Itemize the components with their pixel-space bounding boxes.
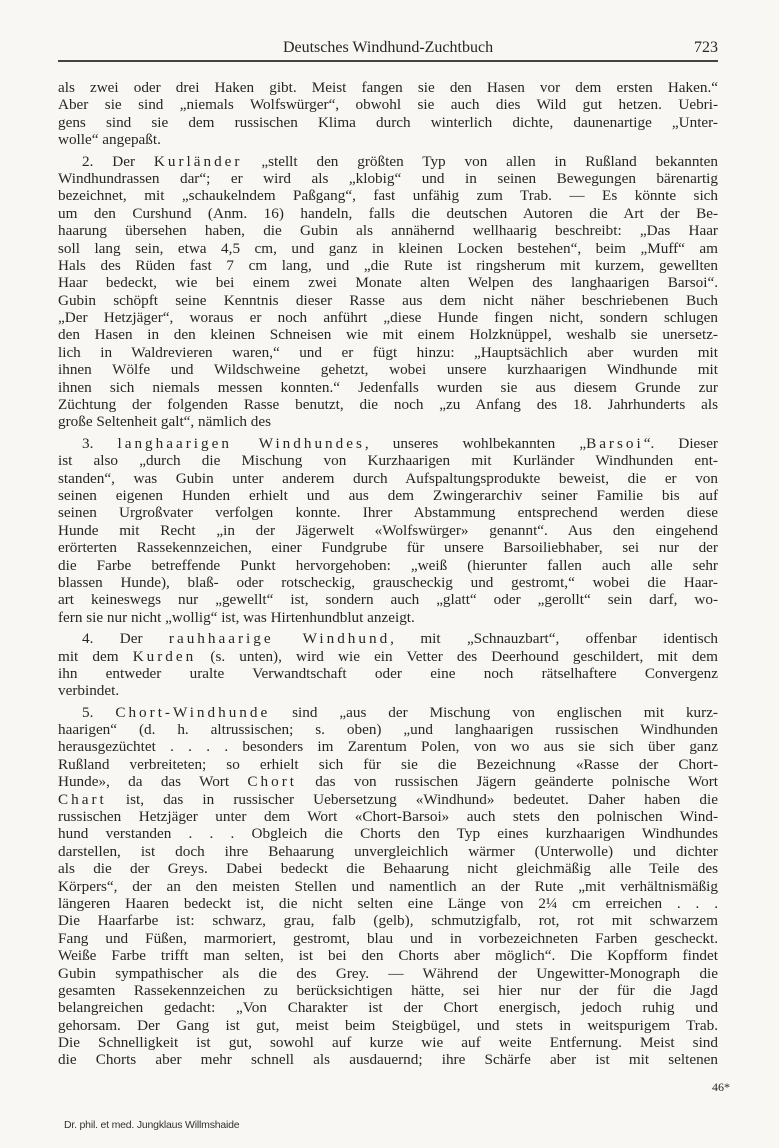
spaced-emphasis: Chort-Windhunde: [115, 703, 271, 721]
text-segment: „stellt den größten Typ von allen in Rußland bekannten: [242, 152, 718, 170]
running-header: [58, 38, 718, 62]
spaced-emphasis: langhaarigen Windhundes: [117, 434, 365, 452]
text-line: soll lang sein, etwa 4,5 cm, und ganz in kleinen Locken bestehen“, beim „Muff“ am: [58, 239, 718, 257]
spaced-emphasis: Kurden: [132, 647, 197, 665]
body-text: [58, 79, 718, 1073]
text-line: Gubin sympathischer als die des Grey. — Während der Ungewitter-Monograph die: [58, 964, 718, 982]
text-line: Gubin schöpft seine Kenntnis dieser Rasse aus dem nicht näher beschriebenen Buch: [58, 291, 718, 309]
text-segment: sind „aus der Mischung von englischen mit kurz-: [270, 703, 718, 721]
text-line: art keineswegs nur „gewellt“ ist, sondern auch „glatt“ oder „gerollt“ sein darf, wo-: [58, 591, 718, 609]
spaced-emphasis: Kurländer: [153, 152, 243, 170]
text-line: russischen Hetzjäger unter dem Wort «Chort-Barsoi» auch stets den polnischen Wind-: [58, 808, 718, 826]
text-line: Hals des Rüden fast 7 cm lang, und „die Rute ist ringsherum mit kurzem, gewellten: [58, 256, 718, 274]
text-line: lich in Waldrevieren waren,“ und er fügt hinzu: „Hauptsächlich aber wurden mit: [58, 343, 718, 361]
paragraph: [58, 630, 718, 700]
text-line: Rußland verbreiteten; so erhielt sich für sie die Bezeichnung «Rasse der Chort-: [58, 755, 718, 773]
text-line: als zwei oder drei Haken gibt. Meist fangen sie den Hasen vor dem ersten Haken.“: [58, 79, 718, 96]
text-line: [58, 704, 718, 721]
text-line: Die Haarfarbe ist: schwarz, grau, falb (gelb), schmutzigfalb, rot, rot mit schwarzem: [58, 912, 718, 930]
text-line: gehorsam. Der Gang ist gut, meist beim Steigbügel, und stets in weitspurigem Trab.: [58, 1016, 718, 1034]
text-line: darstellen, ist doch ihre Behaarung unvergleichlich wärmer (Unterwolle) und dichter: [58, 842, 718, 860]
text-segment: , mit „Schnauzbart“, offenbar identisch: [390, 630, 718, 648]
text-segment: 3.: [82, 434, 118, 452]
text-line: [58, 648, 718, 665]
text-line: gens sind sie dem russischen Klima durch winterlich dichte, daunenartige „Unter-: [58, 113, 718, 131]
text-line: verbindet.: [58, 682, 120, 700]
text-line: Windhundrassen dar“; er wird als „klobig“ und in seinen Bewegungen bärenartig: [58, 169, 718, 187]
text-line: seinen eigenen Hunden erhielt und aus dem Zwingerarchiv seiner Familie bis auf: [58, 486, 718, 504]
text-line: herausgezüchtet . . . . besonders im Zarentum Polen, von wo aus sie sich über ganz: [58, 738, 718, 756]
text-line: Körpers“, der an den meisten Stellen und namentlich an der Rute „mit verhältnismäßig: [58, 877, 718, 895]
text-line: bezeichnet, mit „schaukelndem Paßgang“, fast unfähig zum Trab. — Es könnte sich: [58, 187, 718, 205]
text-segment: mit dem: [58, 647, 133, 665]
text-line: Fang und Füßen, marmoriert, gestromt, blau und in vorbezeichneten Farben gescheckt.: [58, 929, 718, 947]
running-title: Deutsches Windhund-Zuchtbuch: [282, 39, 494, 56]
paragraph: [58, 153, 718, 431]
text-line: erörterten Rassekennzeichen, einer Fundgrube für unsere Barsoiliebhaber, sei nur der: [58, 539, 718, 557]
text-line: wolle“ angepaßt.: [58, 131, 161, 149]
spaced-emphasis: Barsoi: [586, 434, 644, 452]
paragraph: [58, 435, 718, 626]
text-segment: 5.: [82, 703, 116, 721]
text-line: „Der Hetzjäger“, woraus er noch anführt „diese Hunde fingen nicht, sondern schlugen: [58, 309, 718, 327]
text-segment: , unseres wohlbekannten „: [364, 434, 587, 452]
page-number: 723: [694, 39, 718, 56]
paragraph: [58, 704, 718, 1069]
text-line: als die der Greys. Dabei bedeckt die Behaarung nicht gleichmäßig alle Teile des: [58, 860, 718, 878]
text-line: haarigen“ (d. h. altrussischen; s. oben) „und langhaarigen russischen Windhunden: [58, 721, 718, 739]
text-line: standen“, was Gubin unter anderem durch Aufspaltungsprodukte beweist, die er von: [58, 469, 718, 487]
text-line: Weiße Farbe trifft man selten, ist bei den Chorts aber möglich“. Die Kopfform findet: [58, 947, 718, 965]
text-line: gesamten Rassekennzeichen zu berücksichtigen hätte, sei hier nur der für die Jagd: [58, 981, 718, 999]
text-line: [58, 153, 718, 170]
text-line: seinen Urgroßvater verfolgen konnte. Ihrer Abstammung entsprechend werden diese: [58, 504, 718, 522]
text-line: [58, 435, 718, 452]
text-line: Hunde mit Recht „in der Jägerwelt «Wolfswürger» genannt“. Aus den eingehend: [58, 521, 718, 539]
text-line: blassen Hunde), blaß- oder rotscheckig, grauscheckig und gestromt,“ wobei die Haar-: [58, 573, 718, 591]
text-line: um den Curshund (Anm. 16) handeln, falls die deutschen Autoren die Art der Be-: [58, 204, 718, 222]
spaced-emphasis: rauhhaarige Windhund: [168, 630, 391, 648]
text-line: ihnen sich niemals messen konnten.“ Jedenfalls wurden sie aus diesem Grunde zur: [58, 378, 718, 396]
text-line: ihnen Wölfe und Wildschweine gehetzt, wobei unsere kurzhaarigen Windhunde mit: [58, 361, 718, 379]
text-line: [58, 791, 718, 808]
spaced-emphasis: Chort: [247, 773, 297, 791]
text-line: Aber sie sind „niemals Wolfswürger“, obwohl sie auch dies Wild gut hetzen. Uebri-: [58, 96, 718, 114]
text-line: Haar bedeckt, wie bei einem zwei Monate alten Welpen des langhaarigen Barsoi“.: [58, 274, 718, 292]
signature-mark: 46*: [712, 1080, 730, 1094]
text-line: belangreichen gedacht: „Von Charakter ist der Chort energisch, jedoch ruhig und: [58, 999, 718, 1017]
spaced-emphasis: Chart: [58, 790, 107, 808]
text-segment: Hunde», da das Wort: [58, 773, 248, 791]
text-segment: 2. Der: [82, 152, 154, 170]
text-line: den Hasen in den kleinen Schneisen wie mit einem Holzknüppel, weshalb sie unersetz-: [58, 326, 718, 344]
author-signature: Dr. phil. et med. Jungklaus Willmshaide: [64, 1119, 240, 1131]
text-line: haarung übersehen haben, die Gubin als annähernd wellhaarig beschreibt: „Das Haar: [58, 222, 718, 240]
text-segment: “. Dieser: [643, 434, 718, 452]
text-line: große Seltenheit galt“, nämlich des: [58, 413, 271, 431]
text-segment: 4. Der: [82, 630, 169, 648]
text-line: [58, 630, 718, 647]
text-line: Züchtung der folgenden Rasse benutzt, die noch „zu Anfang des 18. Jahrhunderts als: [58, 396, 718, 414]
text-line: die Chorts aber mehr schnell als ausdauernd; ihre Schärfe aber ist mit seltenen: [58, 1051, 718, 1069]
text-line: längeren Haaren bedeckt ist, die nicht selten eine Länge von 2¼ cm erreichen . . .: [58, 894, 718, 912]
text-line: fern sie nur nicht „wollig“ ist, was Hirtenhundblut anzeigt.: [58, 608, 415, 626]
text-line: die Farbe betreffende Punkt hervorgehoben: „weiß (hierunter fallen auch alle sehr: [58, 556, 718, 574]
text-line: ihn entweder uralte Verwandtschaft oder eine noch rätselhaftere Convergenz: [58, 664, 718, 682]
text-segment: (s. unten), wird wie ein Vetter des Deerhound geschildert, mit dem: [196, 647, 718, 665]
text-segment: ist, das in russischer Uebersetzung «Windhund» bedeutet. Daher haben die: [106, 790, 718, 808]
paragraph: [58, 79, 718, 149]
text-line: ist also „durch die Mischung von Kurzhaarigen mit Kurländer Windhunden ent-: [58, 452, 718, 470]
text-line: [58, 773, 718, 790]
text-segment: das von russischen Jägern geänderte polnische Wort: [297, 773, 718, 791]
text-line: Die Schnelligkeit ist gut, sowohl auf kurze wie auf weite Entfernung. Meist sind: [58, 1034, 718, 1052]
text-line: hund verstanden . . . Obgleich die Chorts den Typ eines kurzhaarigen Windhundes: [58, 825, 718, 843]
